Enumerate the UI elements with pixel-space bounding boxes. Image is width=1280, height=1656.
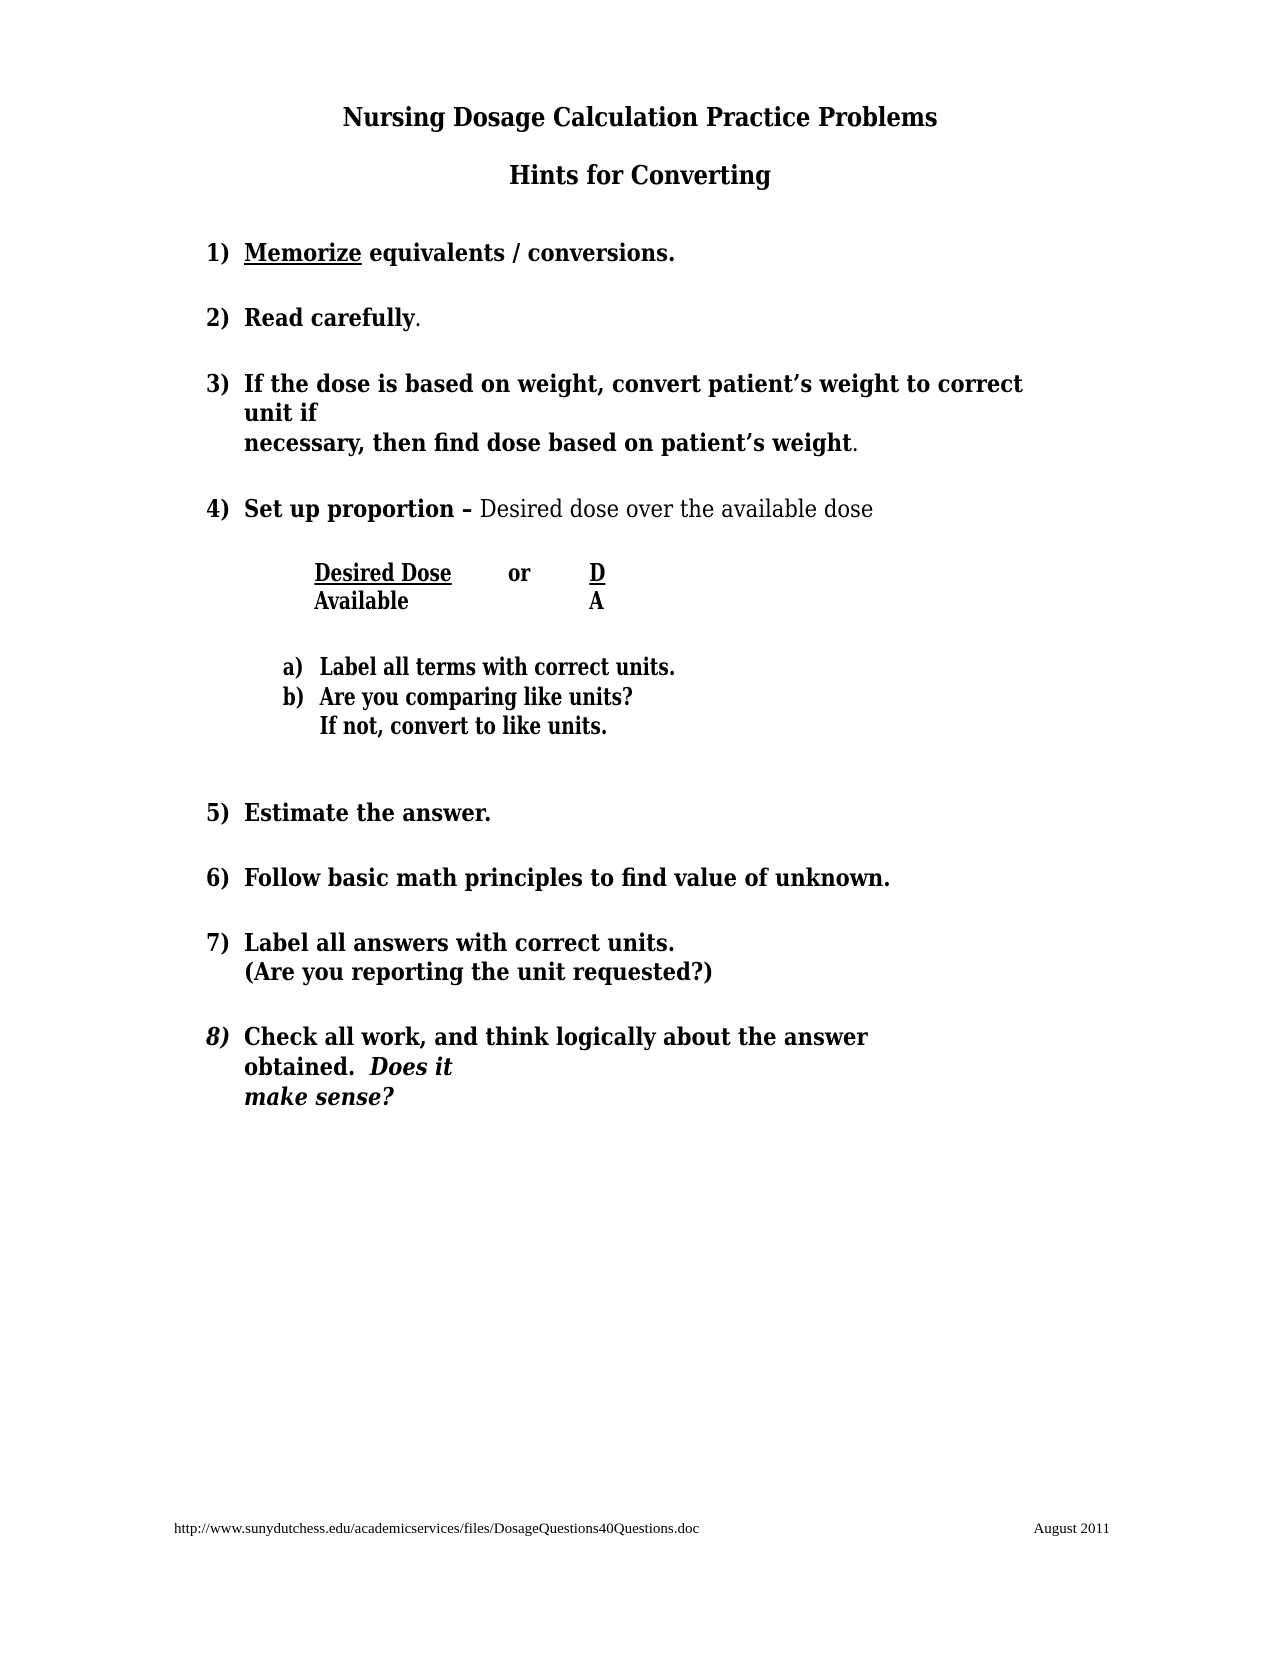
list-marker: 2) — [206, 302, 231, 332]
sub-list-item-b — [283, 682, 1033, 741]
list-item-4 — [206, 494, 1140, 740]
list-item-7 — [206, 928, 1140, 988]
list-item-italic-lead: Does it — [369, 1051, 453, 1081]
fraction-connector: or — [508, 557, 531, 587]
fraction-short-denominator: A — [589, 586, 604, 616]
list-marker: 7) — [206, 927, 231, 957]
sub-list-item-line-1: Are you comparing like units? — [319, 681, 633, 711]
list-item-text — [244, 369, 1032, 459]
sub-list-item-line-2: If not, convert to like units. — [319, 710, 608, 740]
list-marker: 8) — [206, 1022, 231, 1052]
list-item-5 — [206, 798, 1140, 828]
list-item-text — [244, 494, 1032, 740]
list-item-line-1 — [244, 1022, 1032, 1082]
footer-url: http://www.sunydutchess.edu/academicservices/files/DosageQuestions40Questions.doc — [174, 1521, 700, 1537]
list-marker: 6) — [206, 862, 231, 892]
list-marker: 5) — [206, 798, 231, 828]
list-item-3 — [206, 369, 1140, 459]
list-item-text — [244, 238, 1032, 268]
sub-list — [283, 652, 1033, 740]
list-item-text: Estimate the answer. — [244, 798, 492, 828]
fraction-denominator-row — [314, 587, 946, 616]
list-item-2 — [206, 303, 1140, 334]
list-item-period: . — [851, 429, 859, 458]
sub-list-item-text: Label all terms with correct units. — [319, 652, 676, 682]
list-item-line-2: make sense? — [244, 1081, 394, 1111]
list-item-1 — [206, 238, 1140, 268]
list-item-8 — [206, 1022, 1140, 1111]
sub-list-marker: b) — [282, 681, 305, 711]
list-item-regular-tail: Desired dose over the available dose — [479, 494, 874, 523]
page-footer — [0, 1521, 1280, 1538]
page-subtitle: Hints for Converting — [509, 160, 771, 191]
list-item-6 — [206, 863, 1140, 893]
list-item-bold-lead: Set up proportion – — [244, 493, 480, 523]
fraction-short-numerator: D — [589, 557, 606, 587]
page-title: Nursing Dosage Calculation Practice Problems — [342, 103, 938, 133]
fraction-numerator-row — [314, 559, 946, 588]
list-marker: 3) — [206, 368, 231, 398]
list-item-period: . — [414, 303, 422, 332]
emphasis-memorize: Memorize — [244, 238, 362, 268]
sub-list-marker: a) — [282, 652, 304, 682]
proportion-fraction — [314, 559, 946, 617]
list-item-line-2 — [244, 428, 1032, 459]
list-marker: 4) — [206, 493, 231, 523]
list-marker: 1) — [206, 238, 231, 268]
list-item-line-2: (Are you reporting the unit requested?) — [244, 957, 714, 987]
list-item-plain: Check all work, and think logically about the answer obtained. — [244, 1022, 868, 1081]
fraction-denominator: Available — [314, 586, 409, 616]
list-item-line-1: If the dose is based on weight, convert patient’s weight to correct unit if — [244, 368, 1023, 428]
sub-list-item-text — [320, 682, 947, 741]
list-item-text — [244, 303, 1032, 334]
list-item-text: Follow basic math principles to find value of unknown. — [244, 862, 891, 892]
list-item-main: Read carefully — [244, 302, 415, 332]
list-item-line-1: Label all answers with correct units. — [244, 927, 676, 957]
list-item-tail: equivalents / conversions. — [361, 238, 676, 268]
title-block — [0, 0, 1280, 190]
fraction-numerator: Desired Dose — [314, 557, 452, 587]
footer-date: August 2011 — [1033, 1521, 1110, 1537]
list-item-line-2-main: necessary, then find dose based on patient’s weight — [244, 428, 852, 458]
list-item-text — [244, 928, 1032, 988]
sub-list-item-a — [283, 652, 1033, 681]
hints-list — [0, 190, 1280, 1111]
list-item-text — [244, 1022, 1032, 1111]
